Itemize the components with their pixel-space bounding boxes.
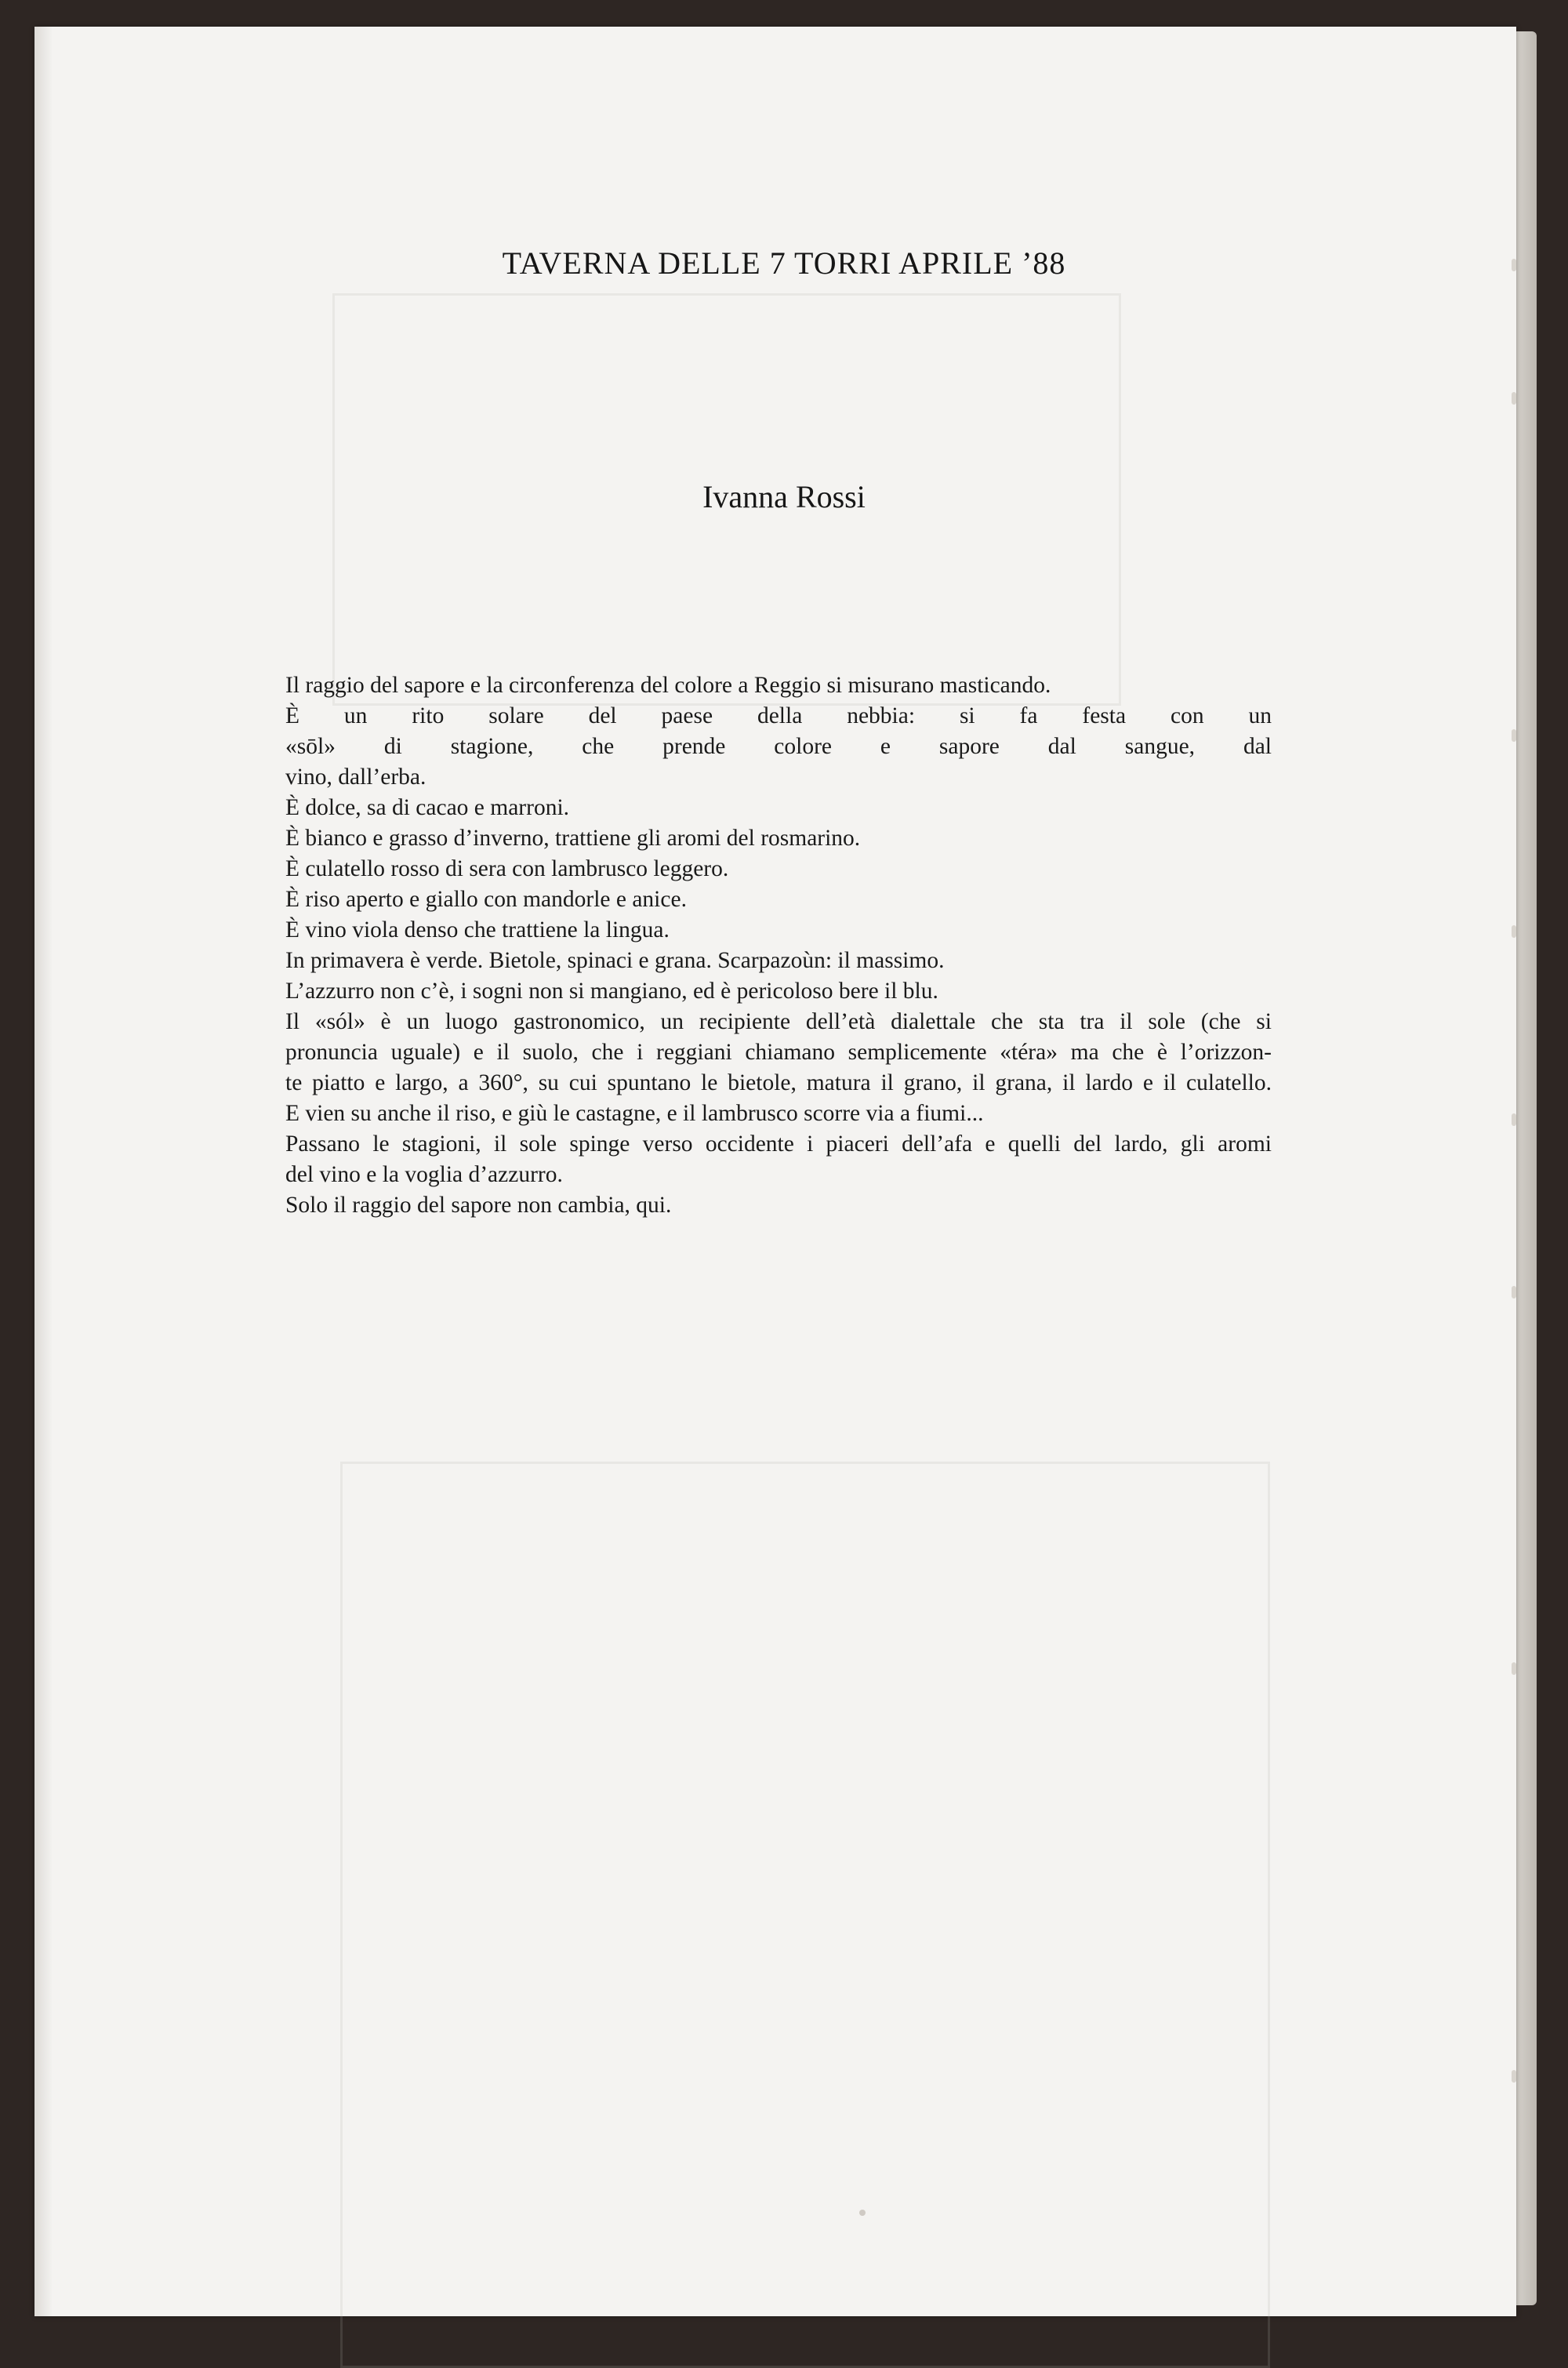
text-line: È culatello rosso di sera con lambrusco leggero.	[285, 856, 729, 881]
page-folio-mark	[859, 2210, 866, 2216]
text-line: pronuncia uguale) e il suolo, che i reggiani chiamano semplicemente «téra» ma che è l’orizzon-	[285, 1040, 1272, 1065]
show-through-frame-bottom	[340, 1462, 1270, 2368]
text-line: Il «sól» è un luogo gastronomico, un recipiente dell’età dialettale che sta tra il sole (che si	[285, 1009, 1272, 1034]
page-edge-mark	[1512, 1286, 1516, 1298]
text-line: Passano le stagioni, il sole spinge verso occidente i piaceri dell’afa e quelli del lardo, gli aromi	[285, 1131, 1272, 1157]
page-edge-mark	[1512, 2070, 1516, 2083]
text-line: Il raggio del sapore e la circonferenza del colore a Reggio si misurano masticando.	[285, 673, 1051, 698]
text-line: È vino viola denso che trattiene la lingua.	[285, 917, 670, 942]
document-title: TAVERNA DELLE 7 TORRI APRILE ’88	[502, 245, 1066, 281]
text-line: vino, dall’erba.	[285, 765, 426, 790]
page-edge-mark	[1512, 1113, 1516, 1126]
text-line: È bianco e grasso d’inverno, trattiene gli aromi del rosmarino.	[285, 826, 861, 851]
text-line: In primavera è verde. Bietole, spinaci e grana. Scarpazoùn: il massimo.	[285, 948, 945, 973]
text-line: L’azzurro non c’è, i sogni non si mangiano, ed è pericoloso bere il blu.	[285, 979, 938, 1004]
text-line: E vien su anche il riso, e giù le castagne, e il lambrusco scorre via a fiumi...	[285, 1101, 984, 1126]
text-line: È dolce, sa di cacao e marroni.	[285, 795, 570, 820]
text-line: «sōl» di stagione, che prende colore e sapore dal sangue, dal	[285, 734, 1272, 759]
page-edge-mark	[1512, 392, 1516, 405]
text-line: Solo il raggio del sapore non cambia, qui.	[285, 1193, 672, 1218]
text-line: È riso aperto e giallo con mandorle e anice.	[285, 887, 687, 912]
page-edge-mark	[1512, 729, 1516, 742]
page-edge-mark	[1512, 1662, 1516, 1675]
text-line: È un rito solare del paese della nebbia: si fa festa con un	[285, 703, 1272, 728]
body-text	[285, 670, 1272, 1221]
text-line: del vino e la voglia d’azzurro.	[285, 1162, 563, 1187]
page-gutter	[34, 27, 52, 2316]
text-line: te piatto e largo, a 360°, su cui spuntano le bietole, matura il grano, il grana, il lardo e il culatello.	[285, 1070, 1272, 1095]
author-name: Ivanna Rossi	[702, 479, 866, 514]
page-edge-mark	[1512, 925, 1516, 938]
